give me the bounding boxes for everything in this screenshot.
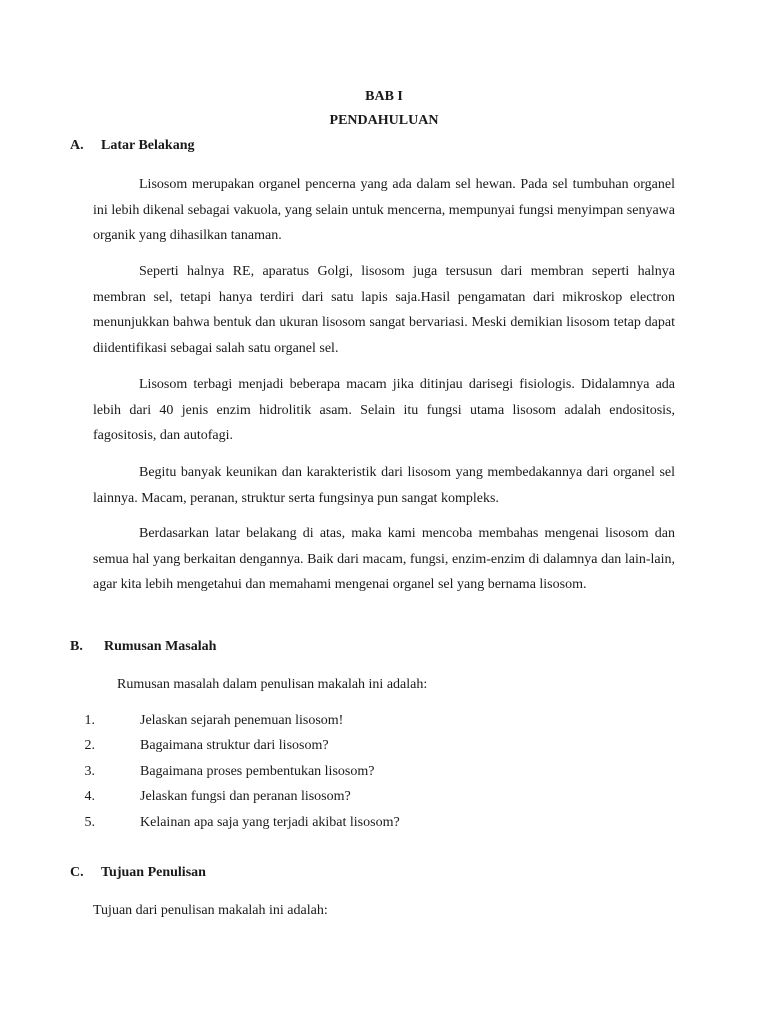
section-b-intro: Rumusan masalah dalam penulisan makalah ini adalah: [117, 677, 428, 692]
list-item: Kelainan apa saja yang terjadi akibat lisosom? [140, 815, 400, 830]
paragraph-text: Lisosom merupakan organel pencerna yang ada dalam sel hewan. Pada sel tumbuhan organel ini lebih dikenal sebagai vakuola, yang selain untuk mencerna, mempunyai fungsi menyimpan senyawa organik yang dihasilkan tanaman. [93, 177, 675, 243]
section-b-heading: Rumusan Masalah [104, 639, 217, 654]
list-item-number: 1. [84, 713, 95, 728]
section-a-letter: A. [70, 138, 84, 153]
section-c-heading: Tujuan Penulisan [101, 865, 206, 880]
section-c-intro: Tujuan dari penulisan makalah ini adalah: [93, 903, 328, 918]
list-item: Bagaimana proses pembentukan lisosom? [140, 764, 375, 779]
list-item-number: 2. [84, 738, 95, 753]
list-item: Jelaskan sejarah penemuan lisosom! [140, 713, 344, 728]
section-a-heading: Latar Belakang [101, 138, 195, 153]
section-a-paragraph-4 [93, 460, 675, 511]
section-a-paragraph-5 [93, 521, 675, 598]
paragraph-text: Lisosom terbagi menjadi beberapa macam jika ditinjau darisegi fisiologis. Didalamnya ada lebih dari 40 jenis enzim hidrolitik asam. Selain itu fungsi utama lisosom adalah endositosis, fagositosis, dan autofagi. [93, 377, 675, 443]
section-a-paragraph-3 [93, 372, 675, 449]
paragraph-text: Begitu banyak keunikan dan karakteristik dari lisosom yang membedakannya dari organel sel lainnya. Macam, peranan, struktur serta fungsinya pun sangat kompleks. [93, 465, 675, 506]
list-item-number: 4. [84, 789, 95, 804]
list-item-number: 3. [84, 764, 95, 779]
list-item: Jelaskan fungsi dan peranan lisosom? [140, 789, 351, 804]
paragraph-text: Berdasarkan latar belakang di atas, maka kami mencoba membahas mengenai lisosom dan semua hal yang berkaitan dengannya. Baik dari macam, fungsi, enzim-enzim di dalamnya dan lain-lain, agar kita lebih mengetahui dan memahami mengenai organel sel yang bernama lisosom. [93, 526, 675, 592]
paragraph-text: Seperti halnya RE, aparatus Golgi, lisosom juga tersusun dari membran seperti halnya membran sel, tetapi hanya terdiri dari satu lapis saja.Hasil pengamatan dari mikroskop electron menunjukkan bahwa bentuk dan ukuran lisosom sangat bervariasi. Meski demikian lisosom tetap dapat diidentifikasi sebagai salah satu organel sel. [93, 264, 675, 356]
section-a-paragraph-2 [93, 259, 675, 361]
section-c-letter: C. [70, 865, 84, 880]
list-item-number: 5. [84, 815, 95, 830]
section-b-letter: B. [70, 639, 83, 654]
chapter-title: PENDAHULUAN [329, 113, 439, 128]
chapter-label: BAB I [365, 89, 403, 104]
list-item: Bagaimana struktur dari lisosom? [140, 738, 329, 753]
section-a-paragraph-1 [93, 172, 675, 249]
